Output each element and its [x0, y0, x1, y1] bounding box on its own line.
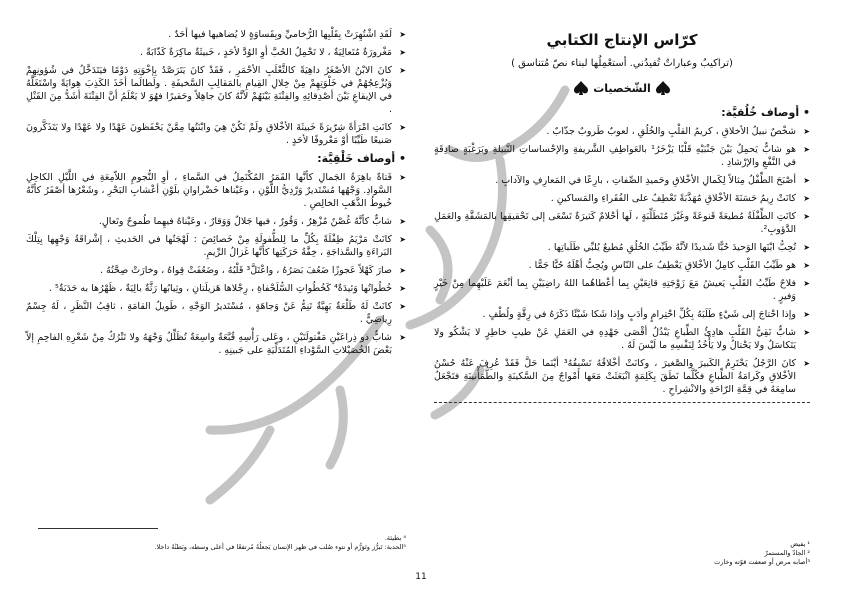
- footnote: ¹ يفيض: [790, 540, 810, 548]
- section-characters: [434, 80, 810, 96]
- divider: [434, 402, 810, 403]
- list-item: ➤ وإذا احْتاجَ إلى شَيْءٍ طَلَبَهُ بِكُلِّ احْتِرامٍ وأدَبٍ وإذا شَكا شَيْئًا ذَكَرَهُ في رِقَّةٍ ولُطْفٍ .: [434, 308, 810, 321]
- list-item: ➤ فَتاةٌ باهِرَةُ الجَمالِ كأنَّها القَمَرُ المُكْتَمِلُ في السَّماءِ ، أوِ النُّجومِ اللاّمِعَةِ في اللَّيْلِ الكاحِلِ السَّوادِ. وَجْهُها مُسْتَديرٌ وَرْدِيُّ اللَّوْنِ ، وعَيْناها خَضْراوانِ بلَوْنِ أعْشابِ البَحْرِ ، وشَعْرُها أصْفَرُ كأنَّهُ خُيوطُ الذَّهَبِ الخالِصِ .: [26, 171, 406, 210]
- list-item: ➤ هو طَيِّبُ القَلْبِ كامِلُ الأخْلاقِ يَعْطِفُ على النّاسِ ويُحِبُّ أهْلَهُ حُبًّا جَمًّا .: [434, 259, 810, 272]
- moral-traits-list: [434, 125, 810, 396]
- left-column: [26, 28, 406, 362]
- list-item: ➤ كانَتْ مَرْيَمُ طِفْلَةً بِكُلِّ ما لِلطُّفولَةِ مِنْ خَصائِصَ : لَهْجَتُها في الحَديثِ ، إشْراقَةُ وَجْهِها بِتِلْكَ البَراءَةِ والسَّذاجَةِ ، خِفَّةُ حَرَكَتِها كأنَّها غَزالُ الرِّيمِ.: [26, 233, 406, 259]
- list-item: ➤ مَغْرورَةٌ مُتَعالِيَةٌ ، لا تَحْمِلُ الحُبَّ أوِ الوُدَّ لأحَدٍ ، خَبيثَةٌ ماكِرَةٌ كَذّابَةٌ .: [26, 46, 406, 59]
- list-item: ➤ كانَتْ رِيمُ حَسَنَةَ الأخْلاقِ مُهَذَّبَةً تَعْطِفُ على الفُقَراءِ والمَساكينِ .: [434, 192, 810, 205]
- list-item: ➤ هو شابٌّ يَحمِلُ بَيْنَ جَنْبَيْهِ قَلْبًا يَزْخَرُ¹ بالعَواطِفِ الشَّريفةِ والإحْساساتِ النَّبيلةِ وبَرَغْبَةٍ صادِقَةٍ في النَّفْعِ والإرْشادِ .: [434, 143, 810, 169]
- page-number: 11: [415, 572, 427, 582]
- section-label: الشّخصيات: [593, 81, 651, 95]
- list-item: ➤ كانَ الرَّجُلُ يَحْتَرِمُ الكَبيرَ والصَّغيرَ ، وكانَتْ أخْلاقُهُ تَسْبِقُهُ³ أيْنَما حَلَّ فَقَدْ عُرِفَ عَنْهُ حُسْنُ الأخْلاقِ وكَرامَةُ الطِّباعِ فكُلَّما نَطَقَ بِكَلِمَةٍ انْبَعَثَتْ مَعَها أمْواجٌ مِنَ السَّكينَةِ والطُّمَأْنينَةِ فتَجْعَلُ سامِعَهُ في قِمَّةِ الرّاحَةِ والانْشِراحِ .: [434, 357, 810, 396]
- list-item: ➤ كانَتِ الطِّفْلَةُ مُطيعَةً قَنوعَةً وغَيْرَ مُتَطَلِّبَةٍ ، لَها أحْلامٌ كَثيرَةٌ تَسْعَى إلى تَحْقيقِها بالمَشَقَّةِ والعَمَلِ الدَّؤوبِ².: [434, 210, 810, 236]
- footnote: ⁵الحدبة: تَبرُّز وتَوَرُّم أو نتوء صُلب في ظهر الإنسان يَجعلُهُ مُرتفعًا في أعلى وسطه، وبَطنُهُ داخلا.: [154, 543, 406, 551]
- page-subtitle: (تراكيبُ وعباراتٌ تُفيدُني. أستعْمِلُها لبناء نصّ مُتناسق ): [511, 58, 733, 69]
- list-item: ➤ كانَتِ امْرَأةً شِرّيرَةً خَبيثَةَ الأخْلاقِ ولَمْ تَكُنْ هِيَ وابْنَتُها مِمَّنْ يَحْفَظونَ عَهْدًا ولا عَهْدًا ولا يَتَذَكَّرونَ صَنيعًا طَيِّبًا أوْ مَعْروفًا لأحَدٍ .: [26, 121, 406, 147]
- footnote-rule: [38, 528, 158, 529]
- list-item: ➤ تُحِبُّ ابْنَها الوَحيدَ حُبًّا شَديدًا لأنَّهُ طَيِّبُ الخُلُقِ مُطيعٌ يُلبِّي طَلَباتِها .: [434, 241, 810, 254]
- moral-traits-heading: • أوصاف خُلُقيَّة:: [721, 106, 810, 119]
- spade-icon: [573, 80, 589, 96]
- right-column: [434, 28, 810, 409]
- list-item: ➤ أصْبَحَ الطِّفْلُ مِثالاً لِكَمالِ الأخْلاقِ وحَميدِ الصِّفاتِ ، بارِعًا في المَعارِفِ والآدابِ .: [434, 174, 810, 187]
- physical-traits-heading: • أوصاف خَلْقِيَّة:: [317, 152, 406, 165]
- list-item: ➤ شخْصٌ نبيلُ الأخلاقِ ، كريمُ القلْبِ والخُلُقِ ، لعوبٌ طَروبٌ جذّابٌ .: [434, 125, 810, 138]
- list-item: ➤ لَقَدِ اشْتُهِرَتْ بِقَلْبِها الرُّخاميِّ وبِقَساوَةٍ لا يُضاهيها فيها أحَدٌ .: [26, 28, 406, 41]
- spade-icon: [655, 80, 671, 96]
- list-item: ➤ شابٌّ ذو ذِراعَيْنِ مَفْتولَتَيْنِ ، وعَلى رَأْسِهِ قُبَّعَةٌ واسِعَةٌ تُظَلِّلُ وَجْهَهُ ولا تَتْرُكُ مِنْ شَعْرِهِ الفاحِمِ إلاّ بَعْضَ الخُصَيْلاتِ السَّوْداءِ المُتَدَلِّيَةِ على جَبينِهِ .: [26, 331, 406, 357]
- list-item: ➤ كانَ الابْنُ الأصْغَرُ داهِيَةً كالثَّعْلَبِ الأحْمَرِ ، فَقَدْ كانَ يَتَرَصَّدُ بِإخْوَتِهِ دَوْمًا فيَتَدَخَّلُ في شُؤونِهِمْ وَيُزْعِجُهُمْ في خَلْوَتِهِمْ مِنْ خِلالِ القِيامِ بالمَقالِبِ السَّخيفَةِ . ولَطالَما أخَذَ الكَذِبَ هِوايَةً واسْتَغَلَّهُ في الإيقاعِ بَيْنَ أصْدِقائِهِ والفِتْنَةِ بَيْنَهُمْ لأنَّهُ كانَ جاهِلاً وحَقيرًا فهُوَ لا يَعْلَمُ أنَّ الفِتْنَةَ أشَدُّ مِنَ القَتْلِ .: [26, 64, 406, 116]
- right-footnotes: [434, 540, 810, 567]
- list-item: ➤ فلاحٌ طَيِّبُ القَلْبِ يَعيشُ مَعَ زَوْجَتِهِ قانِعَيْنِ بِما أعْطاهُما اللهُ راضِيَيْنِ بِما أنْعَمَ عَلَيْهِما مِنْ خَيْرٍ وَفيرٍ .: [434, 277, 810, 303]
- list-item: ➤ صارَ كَهْلاً عَجوزًا ضَعُفَ بَصَرُهُ ، واعْتَلَّ³ قَلْبُهُ ، وضَعُفَتْ قِواهُ ، وخارَتْ صِحَّتُهُ .: [26, 264, 406, 277]
- list-item: ➤ شابٌّ نَقِيُّ القَلْبِ هادِئُ الطِّباعِ يَبْذُلُ أقْصَى جَهْدِهِ في العَمَلِ عَنْ طيبِ خاطِرٍ لا يَشْكُو ولا يَتَكاسَلُ ولا يَحْتالُ ولا يَأْخُذُ لِنَفْسِهِ ما لَيْسَ لَهُ .: [434, 326, 810, 352]
- footnote: ² الجادّ والمستمرّ: [764, 549, 810, 557]
- left-footnotes: [26, 534, 406, 552]
- negative-traits-list: [26, 28, 406, 147]
- list-item: ➤ شابٌّ كأنَّهُ غُصْنٌ مُزْهِرٌ ، وَقُورٌ ، فيها جَلالٌ وَوَقارٌ ، وعَيْناهُ فيهِما طُموحٌ وتَعالٍ.: [26, 215, 406, 228]
- list-item: ➤ كانَتْ لَهُ طَلْعَةٌ بَهِيَّةٌ تَنِمُّ عَنْ وَجاهَةٍ ، مُسْتَديرُ الوَجْهِ ، طَويلُ القامَةِ ، ثاقِبُ النَّظَرِ ، لَهُ جِسْمٌ رِياضِيٌّ .: [26, 300, 406, 326]
- list-item: ➤ خُطُواتُها وَئيدَةٌ⁴ كَخُطُواتِ السُّلَحْفاةِ ، رِجْلاها هَزيلَتانِ ، وثِيابُها رَثَّةٌ بالِيَةٌ ، ظَهْرُها به حَدَبَةٌ⁵ .: [26, 282, 406, 295]
- footnote: ³أصابه مرض أو ضعفت قوّته وخارت: [714, 558, 810, 566]
- physical-traits-list: [26, 171, 406, 357]
- page-title: كرّاس الإنتاج الكتابي: [546, 31, 698, 49]
- footnote: ⁴ بطيئة.: [384, 534, 406, 542]
